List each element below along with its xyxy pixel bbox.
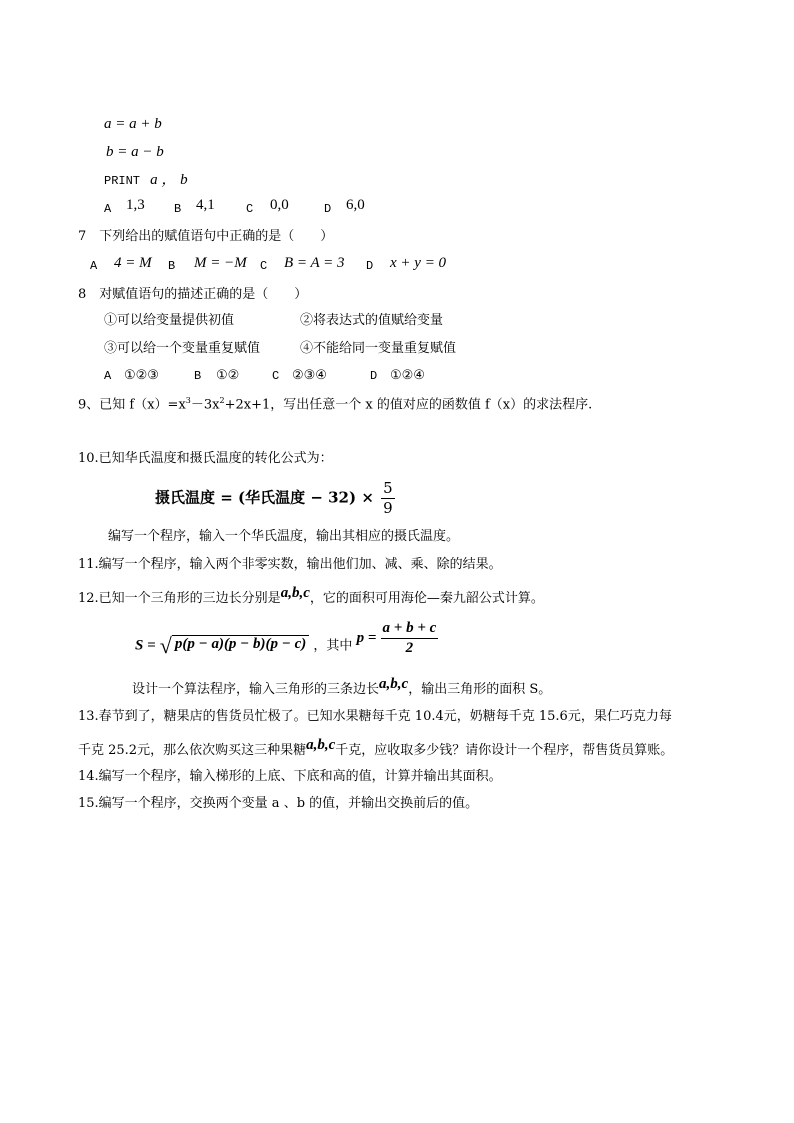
q12-p-fraction bbox=[381, 620, 439, 656]
q8-option-d-value: ①②④ bbox=[390, 368, 425, 383]
q6-option-d-letter: D bbox=[324, 202, 332, 216]
q13-line2-vars: a,b,c bbox=[306, 737, 336, 753]
q12-task-pre: 设计一个算法程序，输入三角形的三条边长 bbox=[132, 682, 380, 697]
q7-option-c-letter: C bbox=[260, 259, 268, 273]
code-line-2: b = a − b bbox=[106, 144, 164, 160]
q12-task-post: ，输出三角形的面积 S。 bbox=[408, 682, 552, 697]
q12-radicand: p(p − a)(p − b)(p − c) bbox=[172, 635, 309, 657]
q15-text: 15.编写一个程序，交换两个变量 a 、b 的值，并输出交换前后的值。 bbox=[78, 796, 479, 811]
q12-pre: 12.已知一个三角形的三边长分别是 bbox=[78, 591, 281, 606]
q12-post: ，它的面积可用海伦—秦九韶公式计算。 bbox=[309, 591, 544, 606]
q13-line2-post: 千克，应收取多少钱？请你设计一个程序，帮售货员算账。 bbox=[335, 743, 674, 758]
q10-fraction bbox=[381, 480, 395, 516]
q7-option-d-value: x + y = 0 bbox=[390, 255, 447, 271]
q8-statement-3: ③可以给一个变量重复赋值 bbox=[104, 341, 261, 356]
q12-task bbox=[132, 676, 552, 697]
q8-option-d-letter: D bbox=[370, 369, 378, 383]
q14-text: 14.编写一个程序，输入梯形的上底、下底和高的值，计算并输出其面积。 bbox=[78, 769, 502, 784]
q12-formula bbox=[135, 620, 438, 664]
q10-frac-den: 9 bbox=[383, 498, 393, 517]
q9-exp-2: 2 bbox=[219, 396, 225, 405]
q12-sqrt bbox=[160, 635, 309, 657]
q10-task: 编写一个程序，输入一个华氏温度，输出其相应的摄氏温度。 bbox=[108, 529, 460, 544]
q8-stem: 8 对赋值语句的描述正确的是（ ） bbox=[78, 287, 308, 302]
q6-option-c-letter: C bbox=[246, 202, 254, 216]
q6-option-a-letter: A bbox=[104, 202, 112, 216]
q8-statement-2: ②将表达式的值赋给变量 bbox=[300, 313, 444, 328]
q7-option-a-letter: A bbox=[90, 259, 98, 273]
q12-where: ，其中 bbox=[313, 638, 353, 654]
q8-statement-4: ④不能给同一变量重复赋值 bbox=[300, 341, 457, 356]
q7-stem: 7 下列给出的赋值语句中正确的是（ ） bbox=[78, 229, 334, 244]
q9-mid1: －3x bbox=[190, 397, 220, 413]
code-line-print bbox=[104, 173, 188, 188]
q12-p-den: 2 bbox=[405, 639, 414, 656]
q6-option-b-letter: B bbox=[174, 202, 182, 216]
q11-text: 11.编写一个程序，输入两个非零实数，输出他们加、减、乘、除的结果。 bbox=[78, 557, 502, 572]
q6-option-b-value: 4,1 bbox=[196, 197, 215, 213]
q7-option-b-letter: B bbox=[168, 259, 176, 273]
q8-option-c-value: ②③④ bbox=[292, 368, 327, 383]
q13-line-1: 13.春节到了，糖果店的售货员忙极了。已知水果糖每千克 10.4元，奶糖每千克 15.6元，果仁巧克力每 bbox=[78, 709, 672, 724]
q10-stem: 10.已知华氏温度和摄氏温度的转化公式为： bbox=[78, 451, 333, 466]
q12-task-vars: a,b,c bbox=[379, 676, 409, 692]
q7-option-b-value: M = −M bbox=[194, 255, 247, 271]
q12-p-lhs: p = bbox=[356, 629, 377, 646]
q10-frac-num: 5 bbox=[383, 479, 393, 497]
q12-stem bbox=[78, 585, 544, 606]
q8-statement-1: ①可以给变量提供初值 bbox=[104, 313, 235, 328]
q6-option-c-value: 0,0 bbox=[270, 197, 289, 213]
q8-option-a-letter: A bbox=[104, 369, 112, 383]
print-args: a ， b bbox=[150, 172, 188, 188]
q10-formula-lhs: 摄氏温度 = (华氏温度 − 32) × bbox=[155, 488, 374, 507]
q6-option-a-value: 1,3 bbox=[126, 197, 145, 213]
q8-option-b-value: ①② bbox=[216, 368, 240, 383]
q9-text bbox=[78, 397, 592, 411]
q7-option-a-value: 4 = M bbox=[114, 255, 152, 271]
q8-option-c-letter: C bbox=[272, 369, 280, 383]
q12-p-num: a + b + c bbox=[381, 620, 439, 639]
q13-line-2 bbox=[78, 737, 674, 758]
q8-option-b-letter: B bbox=[194, 369, 202, 383]
q13-line2-pre: 千克 25.2元，那么依次购买这三种果糖 bbox=[78, 743, 307, 758]
print-keyword: PRINT bbox=[104, 174, 141, 188]
q7-option-d-letter: D bbox=[366, 259, 374, 273]
q10-formula bbox=[155, 480, 395, 516]
sqrt-radical-icon: √ bbox=[159, 633, 172, 658]
q12-vars: a,b,c bbox=[280, 585, 310, 601]
q6-option-d-value: 6,0 bbox=[346, 197, 365, 213]
q9-mid2: +2x+1，写出任意一个 x 的值对应的函数值 f（x）的求法程序. bbox=[224, 397, 593, 413]
q9-exp-3: 3 bbox=[185, 396, 191, 405]
code-line-1: a = a + b bbox=[104, 116, 162, 132]
q8-option-a-value: ①②③ bbox=[124, 368, 159, 383]
q7-option-c-value: B = A = 3 bbox=[284, 255, 345, 271]
q12-s-lhs: S = bbox=[135, 637, 156, 654]
q9-pre: 9、已知 f（x）=x bbox=[78, 397, 186, 413]
